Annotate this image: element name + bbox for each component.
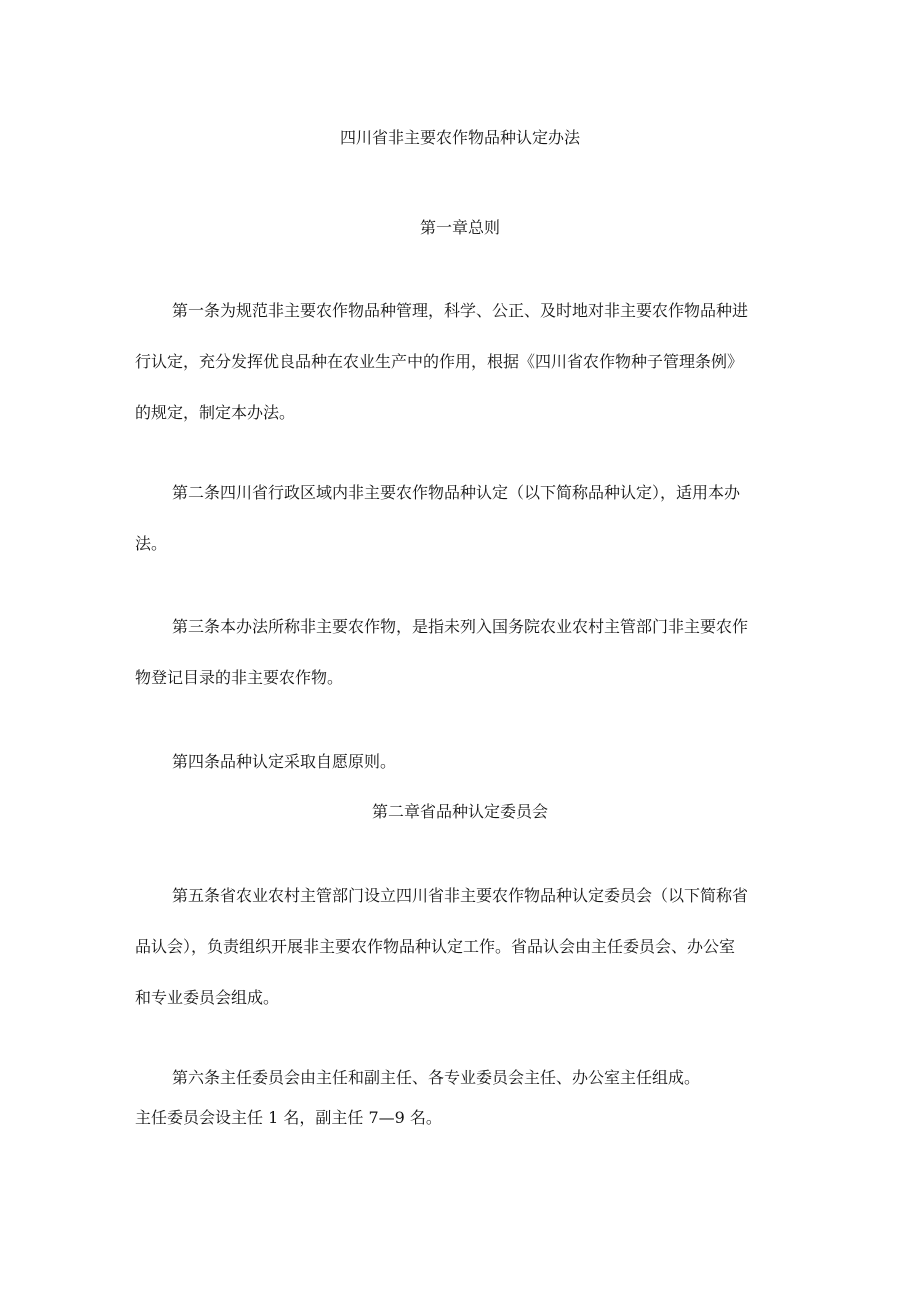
article-6 [135,1066,795,1130]
article-2-line-1: 第二条四川省行政区域内非主要农作物品种认定（以下简称品种认定），适用本办 [172,483,741,502]
article-6-line-2: 主任委员会设主任 1 名，副主任 7—9 名。 [135,1108,442,1127]
article-3-line-1: 第三条本办法所称非主要农作物，是指未列入国务院农业农村主管部门非主要农作 [172,617,749,636]
article-1-line-1: 第一条为规范非主要农作物品种管理，科学、公正、及时地对非主要农作物品种进 [172,301,749,320]
document-title: 四川省非主要农作物品种认定办法 [339,128,580,147]
article-4 [135,750,795,774]
article-3 [135,615,795,690]
chapter-heading-2: 第二章省品种认定委员会 [371,802,548,821]
article-1-line-3: 的规定，制定本办法。 [135,403,296,422]
article-6-line-1: 第六条主任委员会由主任和副主任、各专业委员会主任、办公室主任组成。 [172,1068,701,1087]
article-1-line-2: 行认定，充分发挥优良品种在农业生产中的作用，根据《四川省农作物种子管理条例》 [135,352,744,371]
article-1 [135,299,795,425]
article-5-line-2: 品认会），负责组织开展非主要农作物品种认定工作。省品认会由主任委员会、办公室 [135,937,736,956]
article-2-line-2: 法。 [135,534,168,553]
article-2 [135,481,795,556]
article-3-line-2: 物登记目录的非主要农作物。 [135,668,344,687]
article-5 [135,884,795,1010]
article-4-line-1: 第四条品种认定采取自愿原则。 [172,752,397,771]
chapter-heading-1: 第一章总则 [419,218,500,237]
article-5-line-3: 和专业委员会组成。 [135,988,280,1007]
article-5-line-1: 第五条省农业农村主管部门设立四川省非主要农作物品种认定委员会（以下简称省 [172,886,749,905]
